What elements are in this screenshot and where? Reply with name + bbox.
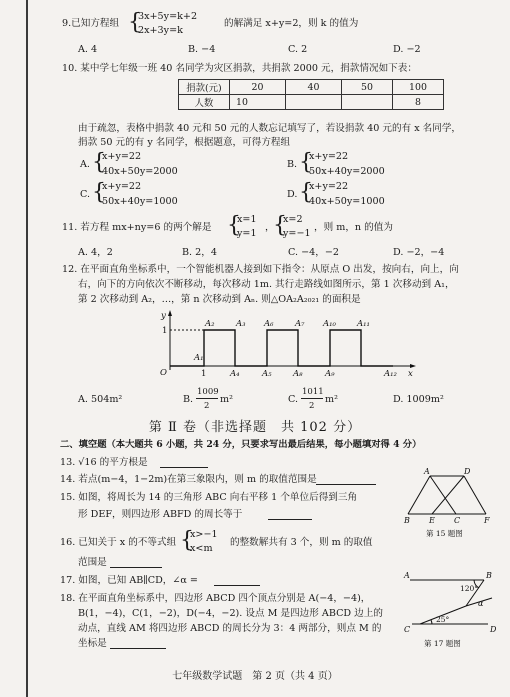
side-ac: [430, 476, 456, 514]
alpha-label: α: [478, 599, 484, 608]
label-c: C: [454, 516, 461, 525]
q11-s2b: y=−1: [283, 228, 311, 239]
q12-line1: 12. 在平面直角坐标系中，一个智能机器人接到如下指令：从原点 O 出发，按向右，向上，向: [62, 264, 459, 275]
q12-option-a: A. 504m²: [78, 394, 123, 405]
figure-15: [398, 466, 498, 542]
q10-optB-eq2: 50x+40y=2000: [309, 166, 385, 177]
q11-post: ，则 m，n 的值为: [314, 222, 393, 233]
figure-15-caption: 第 15 题图: [426, 529, 463, 538]
q18-line3: 动点，直线 AM 将四边形 ABCD 的周长分为 3：4 两部分，则点 M 的: [78, 623, 382, 634]
q12-optC-num: 1011: [302, 387, 324, 397]
table-cell: 20: [230, 80, 286, 95]
q11-option-c: C. −4，−2: [288, 247, 339, 258]
section-title: 第 Ⅱ 卷（非选择题 共 102 分）: [148, 420, 362, 435]
label-top: A₆: [264, 319, 274, 329]
side-df: [464, 476, 486, 514]
q11-brace2: {: [273, 213, 287, 238]
q9-stem-post: 的解满足 x+y=2，则 k 的值为: [224, 18, 359, 29]
q12-optB-label: B.: [183, 394, 194, 405]
q17-text: 17. 如图，已知 AB∥CD，∠α =: [60, 575, 198, 586]
table-cell: [342, 95, 393, 110]
q10-optA-eq1: x+y=22: [102, 151, 142, 162]
q10-optA-brace: {: [92, 150, 106, 175]
q10-optD-brace: {: [299, 180, 313, 205]
robot-path-figure: [150, 308, 420, 378]
x-arrow: [410, 364, 416, 368]
q11-s1b: y=1: [237, 228, 257, 239]
q15-line1: 15. 如图，将周长为 14 的三角形 ABC 向右平移 1 个单位后得到三角: [60, 492, 358, 503]
label-a: A: [404, 571, 410, 580]
q16-line2: 范围是: [78, 557, 107, 568]
q16-ineq1: x>−1: [190, 529, 218, 540]
label-d: D: [464, 467, 471, 476]
q11-pre: 11. 若方程 mx+ny=6 的两个解是: [62, 222, 212, 233]
side-ab: [408, 476, 430, 514]
label-bottom: A₁₂: [384, 369, 397, 378]
q12-option-d: D. 1009m²: [393, 394, 444, 405]
q11-option-a: A. 4，2: [78, 247, 113, 258]
x-tick-1: 1: [201, 369, 207, 378]
q10-line3: 捐款 50 元的有 y 名同学，根据题意，可得方程组: [78, 137, 291, 148]
q12-optB-num: 1009: [197, 387, 219, 397]
q12-optC-label: C.: [288, 394, 299, 405]
q9-option-c: C. 2: [288, 44, 308, 55]
y-axis-label: y: [161, 311, 166, 321]
binding-margin-line: [26, 0, 28, 697]
table-row: [179, 80, 444, 95]
label-bottom: A₉: [325, 369, 335, 378]
table-cell: 10: [230, 95, 286, 110]
q18-line2: B(1，−4)，C(1，−2)，D(−4，−2). 设点 M 是四边形 ABCD 边上的: [78, 608, 383, 619]
q9-stem-pre: 9.已知方程组: [62, 18, 120, 29]
q18-answer-blank[interactable]: [110, 638, 166, 649]
side-de: [432, 476, 464, 514]
q16-brace: {: [180, 528, 194, 553]
y-arrow: [168, 310, 172, 316]
table-cell: 100: [393, 80, 444, 95]
q10-optC-eq1: x+y=22: [102, 181, 142, 192]
q14-answer-blank[interactable]: [316, 474, 376, 485]
q16-answer-blank[interactable]: [110, 557, 162, 568]
q9-brace: {: [128, 10, 142, 35]
q11-option-d: D. −2，−4: [393, 247, 445, 258]
q9-eq2: 2x+3y=k: [138, 25, 183, 36]
label-d: D: [490, 625, 497, 634]
q10-optC-brace: {: [92, 180, 106, 205]
q11-s1a: x=1: [237, 214, 257, 225]
q11-option-b: B. 2，4: [182, 247, 217, 258]
table-cell: 捐款(元): [179, 80, 230, 95]
q12-optB-den: 2: [204, 401, 210, 411]
q10-optD-label: D.: [287, 189, 298, 200]
x-axis-label: x: [408, 369, 413, 378]
q12-optC-den: 2: [309, 401, 315, 411]
label-top: A₁₁: [357, 319, 370, 329]
label-a: A: [424, 467, 430, 476]
table-cell: 8: [393, 95, 444, 110]
q9-option-b: B. −4: [188, 44, 216, 55]
q14-text: 14. 若点(m−4，1−2m)在第三象限内，则 m 的取值范围是: [60, 474, 317, 485]
q12-optC-unit: m²: [325, 394, 338, 405]
q9-eq1: 3x+5y=k+2: [138, 11, 198, 22]
q18-line1: 18. 在平面直角坐标系中，四边形 ABCD 四个顶点分别是 A(−4，−4)，: [60, 593, 371, 604]
label-bottom: A₈: [293, 369, 303, 378]
figure-17: [400, 566, 500, 650]
page-footer: 七年级数学试题 第 2 页（共 4 页）: [172, 671, 338, 682]
q10-optD-eq1: x+y=22: [309, 181, 349, 192]
label-top: A₁₀: [323, 319, 336, 329]
q10-optC-eq2: 50x+40y=1000: [102, 196, 178, 207]
q9-option-a: A. 4: [78, 44, 98, 55]
q11-brace1: {: [227, 213, 241, 238]
q16-ineq2: x<m: [190, 543, 213, 554]
q16-post: 的整数解共有 3 个，则 m 的取值: [230, 537, 373, 548]
q11-mid: ，: [265, 222, 275, 233]
q10-optB-eq1: x+y=22: [309, 151, 349, 162]
q9-option-d: D. −2: [393, 44, 421, 55]
q18-line4: 坐标是: [78, 638, 107, 649]
table-cell: 40: [286, 80, 342, 95]
q10-optC-label: C.: [80, 189, 91, 200]
y-tick-1: 1: [162, 326, 168, 336]
q13-text: 13. √16 的平方根是: [60, 457, 148, 468]
q12-line3: 第 2 次移动到 A₂，…，第 n 次移动到 Aₙ. 则△OA₂A₂₀₂₁ 的面积是: [78, 294, 361, 305]
q11-s2a: x=2: [283, 214, 303, 225]
label-bottom: A₄: [230, 369, 240, 378]
q13-answer-blank[interactable]: [160, 457, 208, 468]
q12-optB-fraction-bar: [196, 398, 218, 399]
donation-table: [178, 79, 444, 110]
label-f: F: [484, 516, 490, 525]
figure-17-caption: 第 17 题图: [424, 639, 461, 648]
origin-label: O: [160, 368, 167, 378]
label-b: B: [486, 571, 492, 580]
q12-optC-fraction-bar: [301, 398, 323, 399]
label-top: A₂: [205, 319, 215, 329]
label-top: A₃: [236, 319, 246, 329]
label-e: E: [429, 516, 435, 525]
label-c: C: [404, 625, 411, 634]
q10-optB-label: B.: [287, 159, 298, 170]
q10-optD-eq2: 40x+50y=1000: [309, 196, 385, 207]
table-cell: [286, 95, 342, 110]
q17-answer-blank[interactable]: [214, 575, 260, 586]
fill-in-header: 二、填空题（本大题共 6 小题，共 24 分，只要求写出最后结果，每小题填对得 4 分）: [60, 439, 422, 450]
q12-line2: 右，向下的方向依次不断移动，每次移动 1m. 其行走路线如图所示，第 1 次移动到 A₁，: [78, 279, 455, 290]
table-row: [179, 95, 444, 110]
q10-optA-label: A.: [80, 159, 90, 170]
angle-25-arc: [431, 620, 432, 624]
q10-optA-eq2: 40x+50y=2000: [102, 166, 178, 177]
label-bottom: A₅: [262, 369, 272, 378]
q15-line2: 形 DEF，则四边形 ABFD 的周长等于: [78, 509, 243, 520]
q10-line1: 10. 某中学七年级一班 40 名同学为灾区捐款，共捐款 2000 元，捐款情况如下表：: [62, 63, 417, 74]
q12-optB-unit: m²: [220, 394, 233, 405]
label-b: B: [404, 516, 410, 525]
q16-pre: 16. 已知关于 x 的不等式组: [60, 537, 177, 548]
table-cell: 人数: [179, 95, 230, 110]
q10-optB-brace: {: [299, 150, 313, 175]
q10-line2: 由于疏忽，表格中捐款 40 元和 50 元的人数忘记填写了，若设捐款 40 元的有 x 名同学，: [78, 123, 462, 134]
label-top: A₇: [295, 319, 305, 329]
angle-120-label: 120°: [460, 584, 479, 593]
angle-25-label: 25°: [436, 615, 450, 624]
label-a1: A₁: [194, 353, 204, 363]
table-cell: 50: [342, 80, 393, 95]
q15-answer-blank[interactable]: [268, 509, 312, 520]
